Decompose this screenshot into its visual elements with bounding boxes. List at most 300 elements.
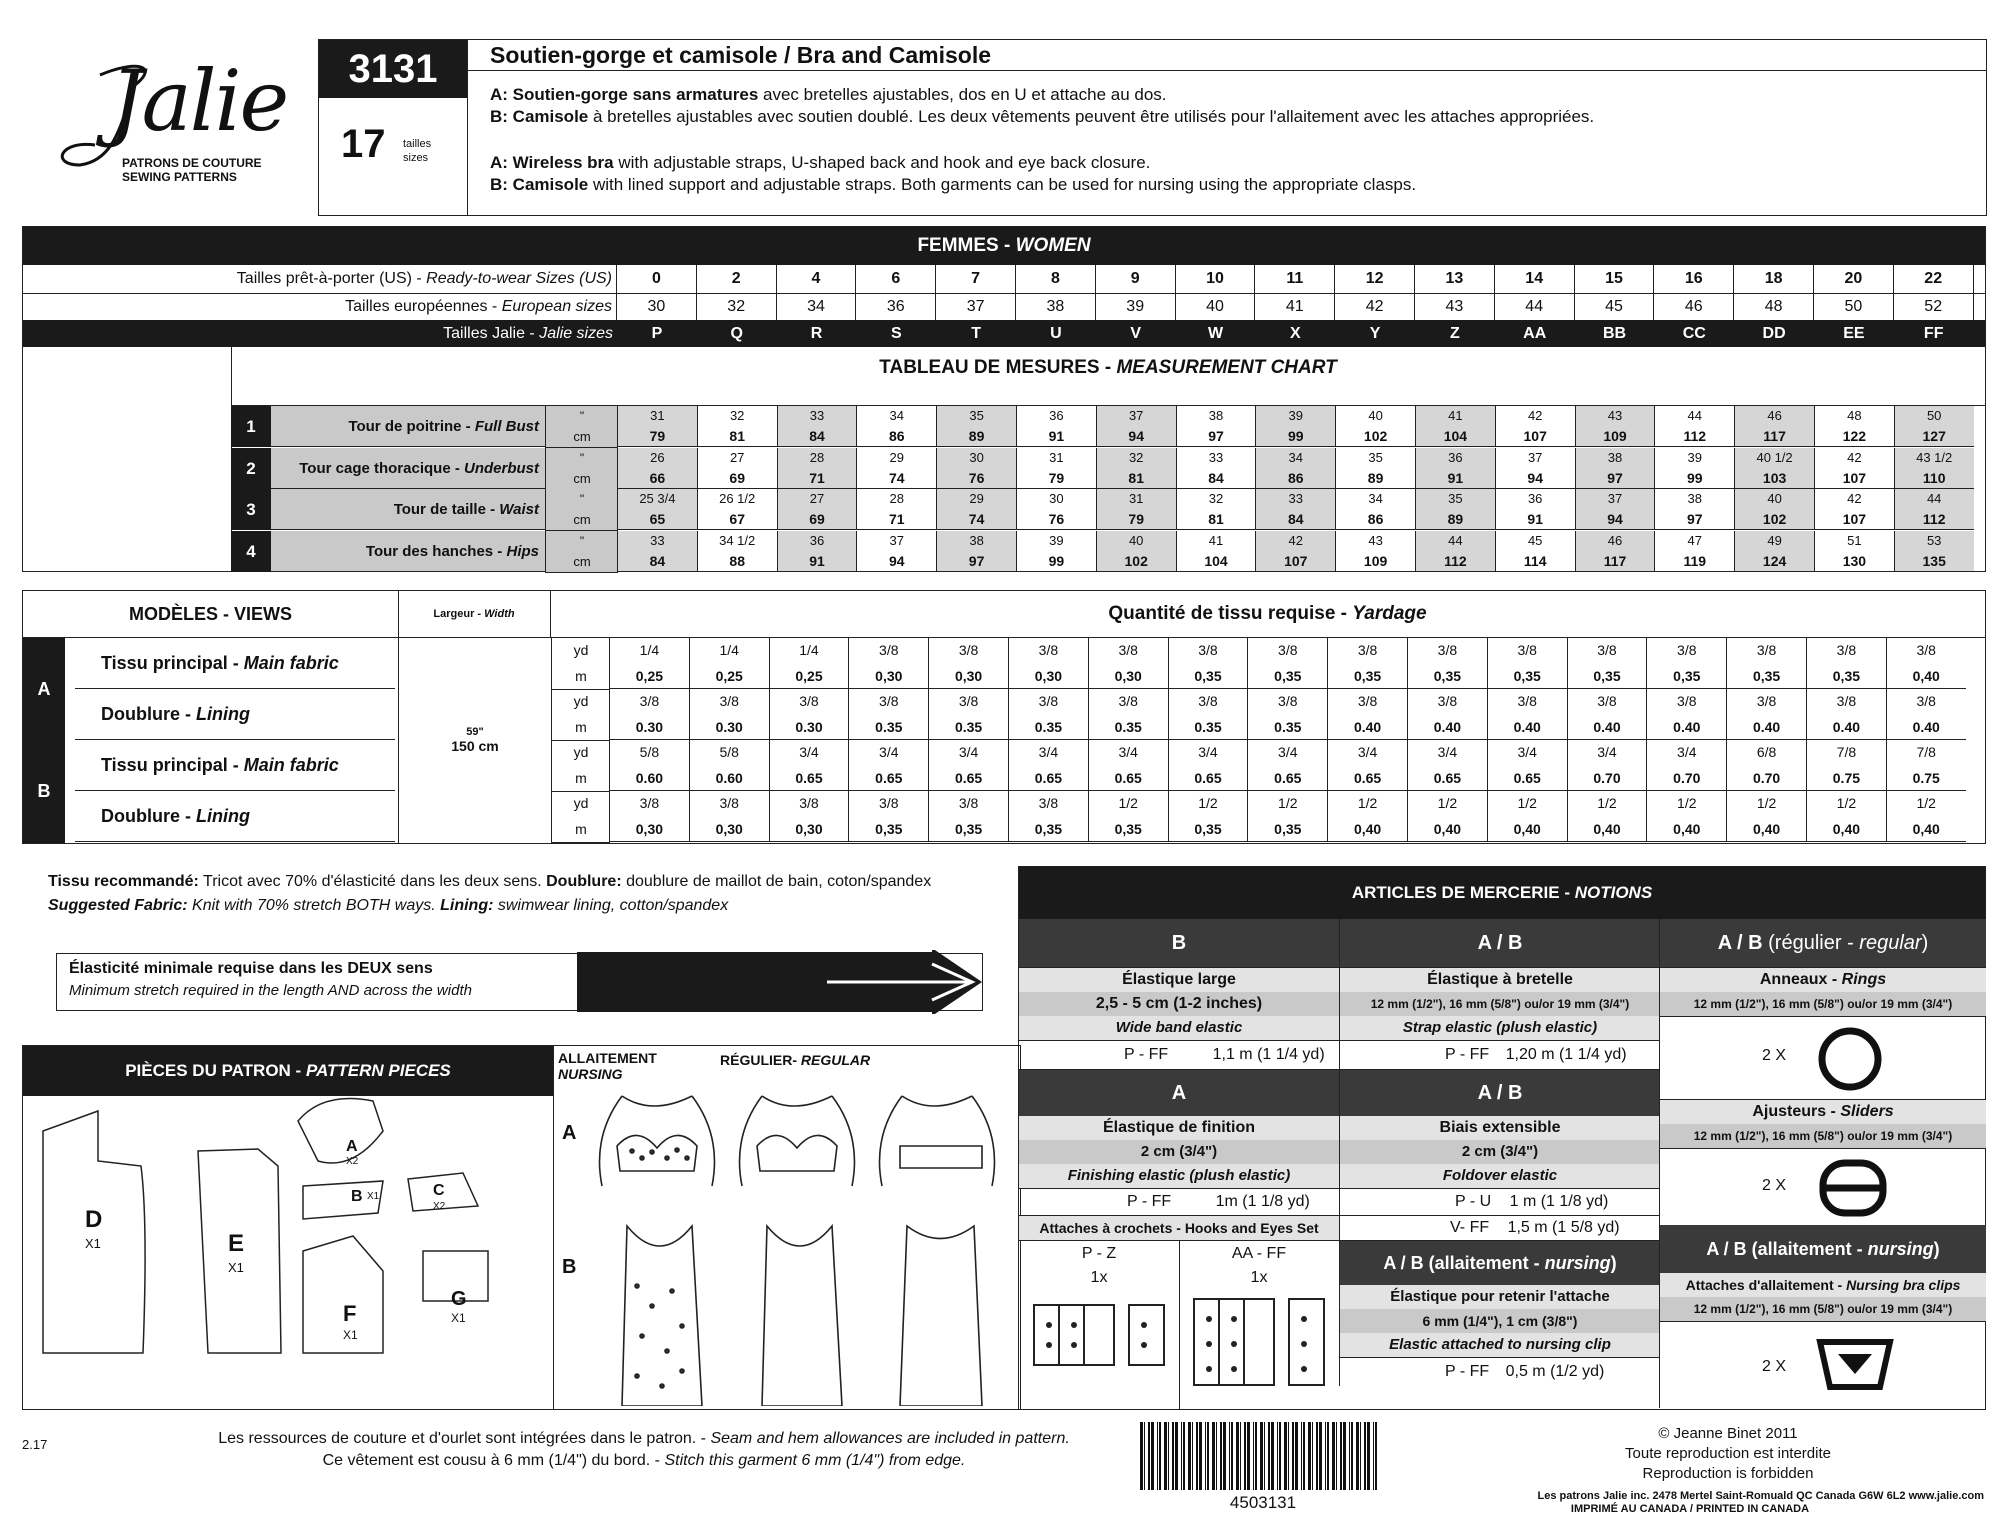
yardage-yd-cell: 3/8: [1567, 638, 1647, 663]
barcode-bar: [1327, 1422, 1329, 1490]
clips-label: [1660, 1273, 1986, 1297]
yardage-m-cell: 0.65: [1327, 765, 1407, 791]
measurement-cm-cell: 84: [617, 551, 697, 572]
clips-qty-row: [1660, 1321, 1986, 1408]
yardage-label-fr: Tissu principal -: [101, 653, 244, 673]
measurement-cm-cell: 104: [1176, 551, 1256, 572]
measurement-cm-cell: 76: [1016, 509, 1096, 530]
rtw-label-fr: Tailles prêt-à-porter (US) -: [236, 270, 427, 287]
clips-qty: 2 X: [1762, 1358, 1787, 1375]
yardage-yd-cell: 3/4: [769, 740, 849, 765]
barcode-bar: [1308, 1422, 1311, 1490]
yardage-yd-cell: 1/2: [1487, 791, 1567, 816]
size-cell: 2: [697, 265, 777, 293]
measurement-cm-cell: 69: [697, 468, 777, 489]
barcode-bar: [1268, 1422, 1270, 1490]
width-header: [398, 591, 551, 637]
measurement-cm-cell: 65: [617, 509, 697, 530]
size-cell: Y: [1369, 325, 1381, 342]
yardage-m-cell: 0.60: [609, 765, 689, 791]
measurement-cm-cell: 89: [1415, 509, 1495, 530]
barcode-bar: [1148, 1422, 1150, 1490]
yardage-yd-cell: 3/8: [1008, 689, 1088, 714]
unit-m: m: [551, 714, 610, 741]
size-cell: 36: [856, 293, 936, 320]
clips-label-en: Nursing bra clips: [1846, 1277, 1961, 1293]
barcode-bar: [1288, 1422, 1289, 1490]
measurement-label-en: Underbust: [464, 459, 539, 477]
strap-elastic-size: 12 mm (1/2"), 16 mm (5/8") ou/or 19 mm (3/4"): [1340, 992, 1660, 1016]
desc-fr-a: avec bretelles ajustables, dos en U et attache au dos.: [758, 85, 1167, 104]
measurement-cm-cell: 89: [936, 426, 1016, 447]
yardage-yd-cell: 3/8: [689, 791, 769, 816]
regular-label: [720, 1052, 870, 1068]
yardage-label-en: Main fabric: [243, 755, 339, 775]
size-cell: 12: [1335, 265, 1415, 293]
yardage-yd-cell: 3/8: [1487, 638, 1567, 663]
yardage-yd-cell: 3/8: [1168, 638, 1248, 663]
fabric-en: [48, 894, 931, 918]
nursing-label-fr: ALLAITEMENT: [558, 1050, 657, 1066]
hooks-qty1: 1x: [1090, 1269, 1108, 1286]
yardage-m-cell: 0.40: [1327, 714, 1407, 740]
measurement-inch-cell: 31: [617, 406, 697, 426]
yardage-yd-cell: 3/8: [1088, 689, 1168, 714]
barcode-bar: [1157, 1422, 1158, 1490]
measurement-rows: [231, 405, 1985, 572]
size-cell: X: [1289, 325, 1301, 342]
size-cell: 15: [1575, 265, 1655, 293]
piece-f-qty: X1: [343, 1328, 358, 1342]
finish-elastic-sizes: P - FF: [1127, 1193, 1172, 1210]
measurement-label-fr: Tour cage thoracique -: [299, 459, 464, 477]
yardage-m-cell: 0.40: [1726, 714, 1806, 740]
yardage-m-cell: 0.70: [1646, 765, 1726, 791]
repro-en: Reproduction is forbidden: [1642, 1465, 1814, 1482]
yardage-yd-cell: 3/8: [769, 689, 849, 714]
barcode-bar: [1183, 1422, 1185, 1490]
yardage-yd-cell: 3/4: [1327, 740, 1407, 765]
pattern-pieces-diagram: [23, 1096, 553, 1409]
copyright-block: [1568, 1424, 1888, 1484]
measurement-cm-cell: 110: [1894, 468, 1974, 489]
fabric-width-cm: 150 cm: [451, 738, 499, 754]
measurement-inch-cell: 34 1/2: [697, 531, 777, 551]
address: Les patrons Jalie inc. 2478 Mertel Saint-Romuald QC Canada G6W 6L2 www.jalie.com: [1537, 1490, 1984, 1502]
size-label-fr: tailles: [403, 138, 432, 150]
barcode-bar: [1253, 1422, 1254, 1490]
seam-fr: Les ressources de couture et d'ourlet sont intégrées dans le patron. -: [218, 1430, 711, 1447]
yardage-m-cell: 0,40: [1327, 816, 1407, 842]
piece-g-letter: G: [451, 1288, 467, 1310]
measurement-cm-cell: 84: [1176, 468, 1256, 489]
measurement-cm-cell: 89: [1335, 468, 1415, 489]
yardage-m-cell: 0.30: [769, 714, 849, 740]
barcode-bar: [1205, 1422, 1206, 1490]
size-cell: Z: [1450, 325, 1460, 342]
views-header: [23, 591, 399, 637]
measurement-inch-cell: 51: [1814, 531, 1894, 551]
measurement-number: 4: [231, 531, 271, 572]
hook-eye-large-icon: [1189, 1289, 1329, 1389]
measurement-inch-cell: 33: [777, 406, 857, 426]
desc-fr-a-label: A: Soutien-gorge sans armatures: [490, 85, 759, 104]
measurement-cm-cell: 103: [1734, 468, 1814, 489]
strap-elastic-fr: Élastique à bretelle: [1340, 967, 1660, 992]
measurement-cm-cell: 79: [1016, 468, 1096, 489]
size-cell: U: [1050, 325, 1062, 342]
yardage-yd-cell: 3/8: [928, 638, 1008, 663]
measurement-number: 1: [231, 406, 271, 447]
measurement-inch-cell: 43: [1575, 406, 1655, 426]
measurement-cm-cell: 79: [1096, 509, 1176, 530]
fabric-fr-label: Tissu recommandé:: [48, 873, 199, 890]
yardage-m-cell: 0,25: [609, 663, 689, 689]
yardage-rows: [65, 638, 1985, 843]
unit-inch: ": [545, 406, 618, 426]
size-cell: 38: [1016, 293, 1096, 320]
pieces-header: [23, 1046, 553, 1096]
yardage-m-cell: 0.40: [1806, 714, 1886, 740]
unit-inch: ": [545, 448, 618, 468]
fabric-fr-text: Tricot avec 70% d'élasticité dans les deux sens.: [198, 873, 547, 890]
measurement-inch-cell: 39: [1654, 448, 1734, 468]
sliders-size: 12 mm (1/2"), 16 mm (5/8") ou/or 19 mm (3/4"): [1660, 1124, 1986, 1148]
measurement-inch-cell: 40: [1096, 531, 1176, 551]
measurement-inch-cell: 38: [936, 531, 1016, 551]
yardage-yd-cell: 7/8: [1886, 740, 1966, 765]
copyright: © Jeanne Binet 2011: [1658, 1425, 1798, 1442]
measurement-inch-cell: 44: [1415, 531, 1495, 551]
measurement-inch-cell: 49: [1734, 531, 1814, 551]
yardage-m-cell: 0.70: [1567, 765, 1647, 791]
yardage-yd-cell: 3/4: [1487, 740, 1567, 765]
printed-in: IMPRIMÉ AU CANADA / PRINTED IN CANADA: [1570, 1503, 1810, 1515]
bias-qty-row-1: [1340, 1188, 1660, 1215]
yardage-m-cell: 0.75: [1886, 765, 1966, 791]
eu-label-en: European sizes: [501, 298, 612, 315]
measurement-label-fr: Tour de taille -: [393, 501, 500, 518]
yardage-chart: [22, 590, 1986, 844]
barcode-bar: [1175, 1422, 1178, 1490]
wide-elastic-size: 2,5 - 5 cm (1-2 inches): [1019, 992, 1339, 1016]
measurement-inch-cell: 43: [1335, 531, 1415, 551]
barcode-bar: [1164, 1422, 1167, 1490]
notions-header: [1019, 867, 1985, 919]
barcode-bar: [1325, 1422, 1326, 1490]
nursing-head-2: A / B (allaitement - nursing): [1660, 1225, 1986, 1273]
barcode-bar: [1196, 1422, 1198, 1490]
barcode-bar: [1271, 1422, 1274, 1490]
yardage-m-cell: 0.65: [1088, 765, 1168, 791]
views-header-fr: MODÈLES -: [128, 604, 234, 624]
yardage-m-cell: 0.40: [1886, 714, 1966, 740]
yardage-m-cell: 0.35: [1088, 714, 1168, 740]
piece-f-letter: F: [343, 1301, 357, 1326]
yardage-label: [75, 638, 395, 689]
barcode-bar: [1216, 1422, 1217, 1490]
sliders-qty-row: [1660, 1148, 1986, 1225]
piece-d-qty: X1: [85, 1236, 101, 1251]
measurement-cm-cell: 94: [856, 551, 936, 572]
yardage-m-cell: 0.40: [1487, 714, 1567, 740]
eu-row: [23, 293, 1985, 320]
yardage-label-fr: Doublure -: [101, 704, 196, 724]
measurement-inch-cell: 32: [1176, 489, 1256, 509]
yardage-yd-cell: 3/8: [689, 689, 769, 714]
yardage-m-cell: 0.65: [1407, 765, 1487, 791]
yardage-m-cell: 0.30: [689, 714, 769, 740]
view-b-badge: B: [23, 740, 65, 843]
size-cell: V: [1130, 325, 1142, 342]
measurement-number: 3: [231, 489, 271, 530]
strap-elastic-qty: 1,20 m (1 1/4 yd): [1505, 1046, 1627, 1063]
bias-qty-row-2: [1340, 1215, 1660, 1241]
barcode-bar: [1231, 1422, 1233, 1490]
measurement-cm-cell: 66: [617, 468, 697, 489]
women-header-en: WOMEN: [1015, 235, 1091, 256]
piece-g-qty: X1: [451, 1311, 466, 1325]
yardage-label-en: Lining: [196, 704, 250, 724]
measurement-cm-cell: 91: [1016, 426, 1096, 447]
measurement-cm-cell: 107: [1814, 468, 1894, 489]
yardage-yd-cell: 1/2: [1726, 791, 1806, 816]
unit-cm: cm: [545, 426, 618, 448]
barcode-icon: [1140, 1422, 1386, 1492]
fabric-en-label: Suggested Fabric:: [48, 897, 188, 914]
measurement-inch-cell: 41: [1176, 531, 1256, 551]
notions-panel: [1018, 866, 1986, 1410]
rings-qty-row: [1660, 1016, 1986, 1099]
measurement-inch-cell: 27: [777, 489, 857, 509]
fabric-en-lining: swimwear lining, cotton/spandex: [493, 897, 729, 914]
measurement-inch-cell: 29: [936, 489, 1016, 509]
wide-elastic-en: Wide band elastic: [1019, 1016, 1339, 1040]
yardage-yd-cell: 3/4: [1646, 740, 1726, 765]
barcode-bar: [1159, 1422, 1161, 1490]
measurement-cm-cell: 94: [1495, 468, 1575, 489]
yardage-m-cell: 0.30: [609, 714, 689, 740]
desc-fr-b-label: B: Camisole: [490, 107, 589, 126]
nursing-clip-icon: [1810, 1332, 1900, 1402]
finish-elastic-size: 2 cm (3/4"): [1019, 1140, 1339, 1164]
width-header-fr: Largeur -: [433, 608, 485, 620]
bias-sizes-1: P - U: [1455, 1193, 1492, 1210]
nursing-elastic-qty-row: [1340, 1357, 1660, 1386]
yardage-m-cell: 0,35: [1168, 663, 1248, 689]
size-cell: 7: [936, 265, 1016, 293]
measurement-cm-cell: 94: [1096, 426, 1176, 447]
size-cell: 16: [1654, 265, 1734, 293]
piece-c-letter: C: [433, 1182, 445, 1199]
clips-size: 12 mm (1/2"), 16 mm (5/8") ou/or 19 mm (3/4"): [1660, 1297, 1986, 1321]
women-header-fr: FEMMES -: [917, 235, 1016, 256]
size-cell: 43: [1415, 293, 1495, 320]
seam-line: [184, 1428, 1104, 1450]
nursing-elastic-sizes: P - FF: [1445, 1363, 1490, 1380]
measurement-inch-cell: 50: [1894, 406, 1974, 426]
jalie-label-fr: Tailles Jalie -: [443, 325, 540, 342]
measurement-cm-cell: 84: [1255, 509, 1335, 530]
measurement-cm-cell: 102: [1335, 426, 1415, 447]
barcode-bar: [1277, 1422, 1278, 1490]
desc-en-b-label: B: Camisole: [490, 175, 589, 194]
barcode-bar: [1340, 1422, 1342, 1490]
yardage-yd-cell: 1/4: [609, 638, 689, 663]
yardage-m-cell: 0,40: [1726, 816, 1806, 842]
measurement-inch-cell: 36: [1495, 489, 1575, 509]
measurement-cm-cell: 109: [1575, 426, 1655, 447]
yardage-yd-cell: 3/4: [1567, 740, 1647, 765]
barcode-bar: [1220, 1422, 1222, 1490]
finish-elastic-qty: 1m (1 1/8 yd): [1215, 1193, 1310, 1210]
desc-en: [490, 152, 1416, 196]
rtw-row: [23, 265, 1985, 294]
measurement-inch-cell: 44: [1654, 406, 1734, 426]
measurement-inch-cell: 40 1/2: [1734, 448, 1814, 468]
brand-logo: [40, 30, 288, 184]
yardage-m-cell: 0,35: [1008, 816, 1088, 842]
finish-elastic-qty-row: [1019, 1188, 1339, 1216]
barcode-bar: [1240, 1422, 1241, 1490]
strap-elastic-en: Strap elastic (plush elastic): [1340, 1016, 1660, 1040]
yardage-yd-cell: 3/4: [928, 740, 1008, 765]
measurement-inch-cell: 38: [1654, 489, 1734, 509]
yardage-label-en: Main fabric: [243, 653, 339, 673]
yardage-title-fr: Quantité de tissu requise -: [1108, 603, 1353, 624]
yardage-m-cell: 0,30: [848, 663, 928, 689]
fabric-fr-lining: doublure de maillot de bain, coton/spandex: [621, 873, 932, 890]
measurement-cm-cell: 91: [1415, 468, 1495, 489]
measurement-inch-cell: 42: [1495, 406, 1575, 426]
yardage-yd-cell: 3/8: [928, 689, 1008, 714]
yardage-yd-cell: 3/8: [1008, 791, 1088, 816]
measurement-inch-cell: 25 3/4: [617, 489, 697, 509]
rtw-label: [23, 265, 617, 293]
desc-en-b: with lined support and adjustable straps. Both garments can be used for nursing using the appropriate clasps.: [588, 175, 1417, 194]
yardage-m-cell: 0,30: [1008, 663, 1088, 689]
barcode-bar: [1343, 1422, 1346, 1490]
size-cell: 34: [777, 293, 857, 320]
yardage-yd-cell: 3/8: [1327, 689, 1407, 714]
barcode-bar: [1351, 1422, 1353, 1490]
barcode-bar: [1229, 1422, 1230, 1490]
measurement-label: [271, 448, 545, 489]
measurement-inch-cell: 36: [1415, 448, 1495, 468]
yardage-m-cell: 0,35: [1567, 663, 1647, 689]
illus-row-b: B: [562, 1256, 577, 1278]
size-cell: 0: [617, 265, 697, 293]
strap-elastic-qty-row: [1340, 1040, 1660, 1070]
size-cell: P: [651, 325, 663, 342]
yardage-m-cell: 0,30: [609, 816, 689, 842]
jalie-row: [23, 320, 1985, 347]
barcode-bar: [1244, 1422, 1246, 1490]
measurement-cm-cell: 86: [1335, 509, 1415, 530]
footer-code: 2.17: [22, 1437, 48, 1452]
measurement-cm-cell: 86: [856, 426, 936, 447]
measurement-inch-cell: 37: [856, 531, 936, 551]
barcode-bar: [1140, 1422, 1143, 1490]
yardage-m-cell: 0,40: [1487, 816, 1567, 842]
pieces-header-en: PATTERN PIECES: [305, 1061, 451, 1080]
yardage-m-cell: 0,40: [1646, 816, 1726, 842]
bias-qty-1: 1 m (1 1/8 yd): [1509, 1193, 1609, 1210]
measurement-cm-cell: 97: [1575, 468, 1655, 489]
fabric-fr: [48, 870, 931, 894]
measurement-cm-cell: 102: [1096, 551, 1176, 572]
yardage-m-cell: 0.35: [1008, 714, 1088, 740]
nursing-head-2-en: nursing: [1867, 1239, 1934, 1259]
desc-fr: [490, 84, 1594, 128]
yardage-m-cell: 0.40: [1407, 714, 1487, 740]
measurement-cm-cell: 99: [1255, 426, 1335, 447]
measurement-inch-cell: 26 1/2: [697, 489, 777, 509]
barcode-number: 4503131: [1229, 1493, 1297, 1512]
yardage-yd-cell: 5/8: [609, 740, 689, 765]
yardage-m-cell: 0,35: [848, 816, 928, 842]
bias-fr: Biais extensible: [1340, 1116, 1660, 1140]
bias-en: Foldover elastic: [1340, 1164, 1660, 1188]
yardage-yd-cell: 3/8: [1247, 689, 1327, 714]
size-cell: Q: [730, 325, 743, 342]
yardage-title: [550, 591, 1985, 637]
brand-sub-fr: PATRONS DE COUTURE: [122, 156, 262, 170]
hooks-qty2: 1x: [1250, 1269, 1268, 1286]
yardage-m-cell: 0.35: [928, 714, 1008, 740]
yardage-yd-cell: 3/8: [1806, 638, 1886, 663]
measurement-inch-cell: 45: [1495, 531, 1575, 551]
measurement-inch-cell: 34: [1255, 448, 1335, 468]
size-cell: 40: [1176, 293, 1256, 320]
yardage-m-cell: 0,40: [1567, 816, 1647, 842]
regular-label-en: REGULAR: [800, 1052, 871, 1068]
size-cell: W: [1207, 325, 1224, 342]
bias-qty-2: 1,5 m (1 5/8 yd): [1507, 1219, 1620, 1236]
size-cell: 10: [1176, 265, 1256, 293]
unit-cm: cm: [545, 509, 618, 531]
col3-head: A / B (régulier - regular): [1660, 919, 1986, 967]
measurement-inch-cell: 31: [1096, 489, 1176, 509]
yardage-yd-cell: 1/2: [1407, 791, 1487, 816]
yardage-label: [75, 791, 395, 842]
measurement-cm-cell: 107: [1495, 426, 1575, 447]
measurement-inch-cell: 38: [1176, 406, 1256, 426]
piece-a-qty: X2: [346, 1156, 359, 1167]
unit-yd: yd: [551, 791, 610, 816]
fabric-en-text: Knit with 70% stretch BOTH ways.: [187, 897, 441, 914]
unit-m: m: [551, 765, 610, 792]
hooks-label: Attaches à crochets - Hooks and Eyes Set: [1019, 1216, 1339, 1241]
col2-head: A / B: [1340, 919, 1660, 967]
measurement-inch-cell: 39: [1255, 406, 1335, 426]
col1-head: B: [1019, 919, 1339, 967]
nursing-elastic-size: 6 mm (1/4"), 1 cm (3/8"): [1340, 1309, 1660, 1333]
measurement-label-fr: Tour de poitrine -: [348, 418, 475, 435]
measurement-title-fr: TABLEAU DE MESURES -: [879, 357, 1117, 378]
yardage-m-cell: 0.65: [848, 765, 928, 791]
piece-b-qty: X1: [367, 1191, 380, 1202]
yardage-label-fr: Doublure -: [101, 806, 196, 826]
size-cell: 42: [1335, 293, 1415, 320]
measurement-cm-cell: 99: [1016, 551, 1096, 572]
barcode-bar: [1367, 1422, 1370, 1490]
hook-eye-small-icon: [1029, 1295, 1169, 1375]
measurement-cm-cell: 107: [1255, 551, 1335, 572]
measurement-label: [271, 531, 545, 572]
measurement-label-en: Hips: [506, 542, 539, 560]
ring-icon: [1810, 1023, 1890, 1095]
